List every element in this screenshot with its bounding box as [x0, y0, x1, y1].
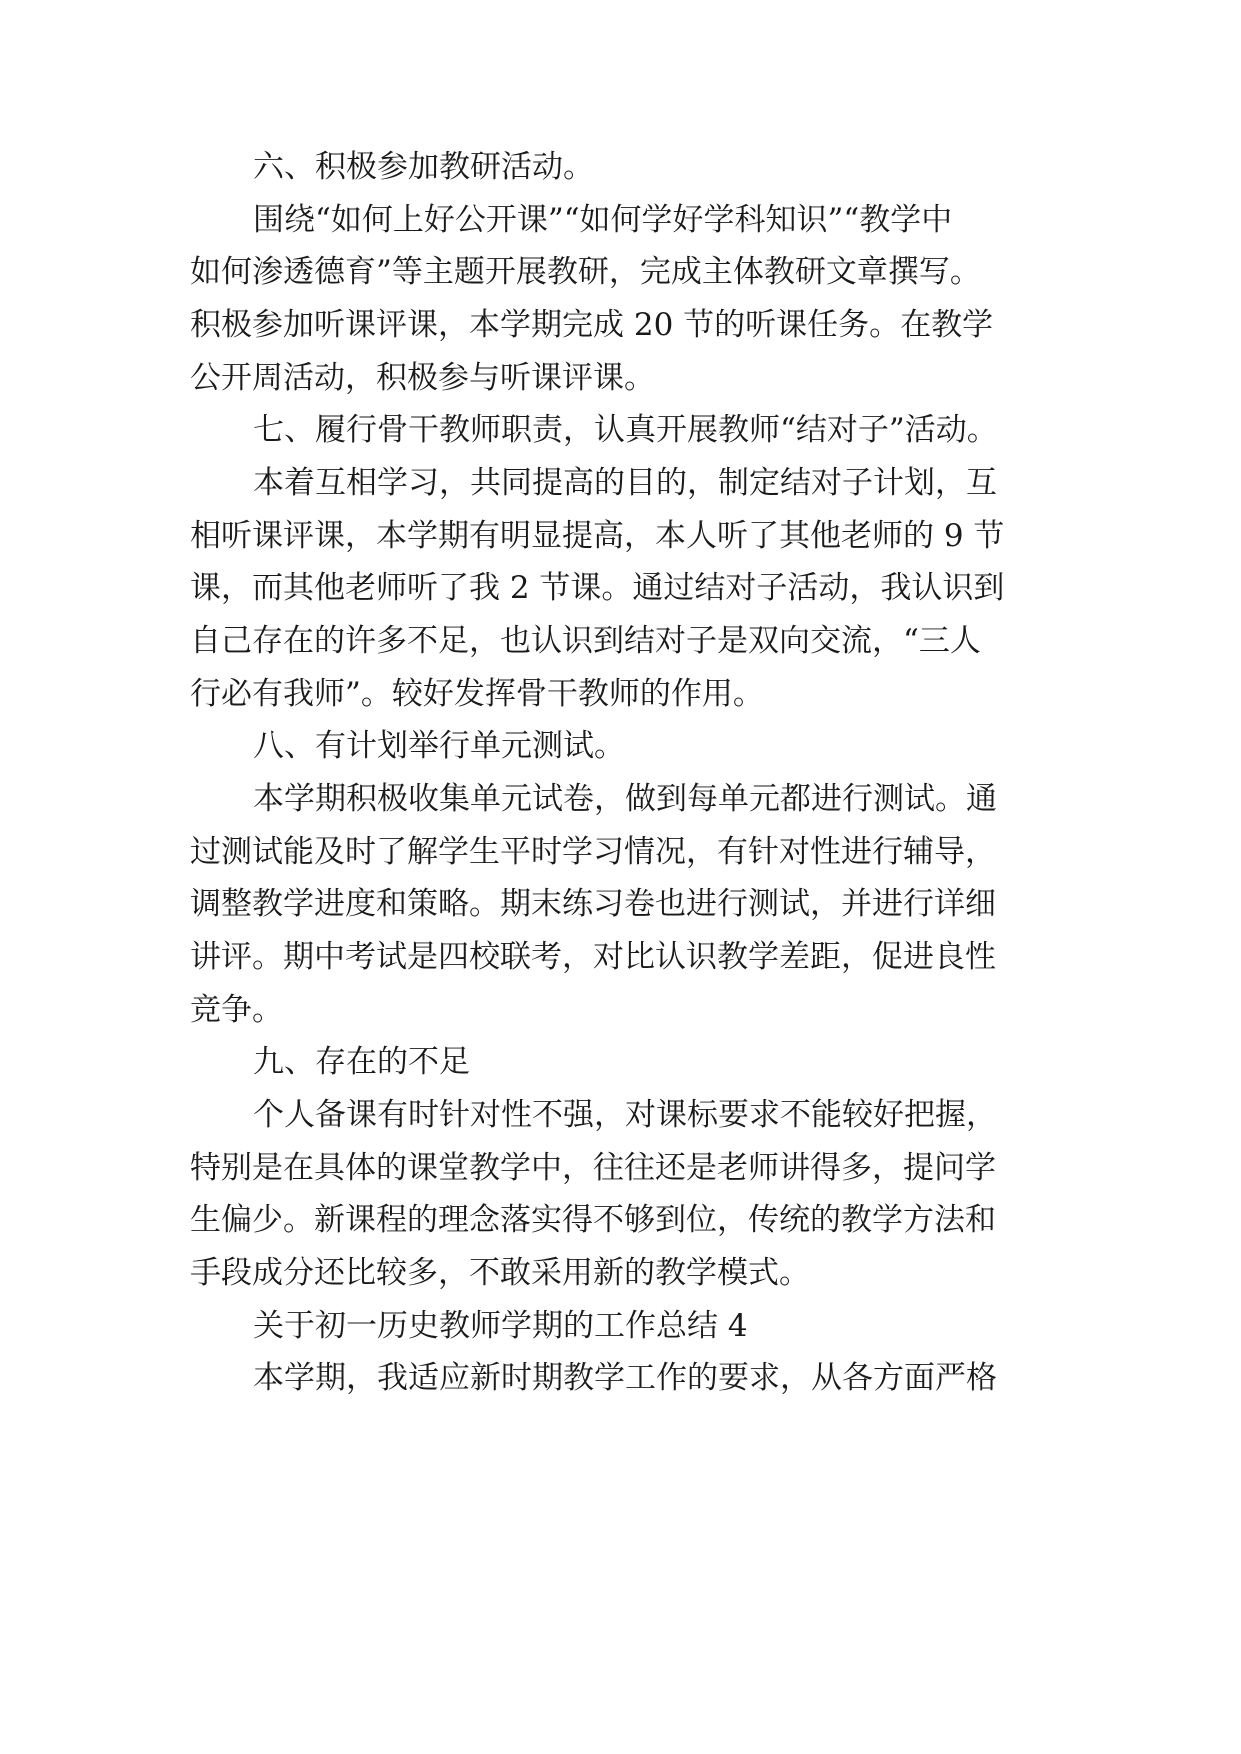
paragraph-line: 课，而其他老师听了我 2 节课。通过结对子活动，我认识到 — [190, 570, 1005, 606]
document-title-4: 关于初一历史教师学期的工作总结 4 — [253, 1308, 748, 1344]
paragraph-line: 相听课评课，本学期有明显提高，本人听了其他老师的 9 节 — [190, 518, 1005, 554]
paragraph-line: 本学期，我适应新时期教学工作的要求，从各方面严格 — [253, 1360, 997, 1396]
paragraph-line: 如何渗透德育”等主题开展教研，完成主体教研文章撰写。 — [190, 254, 981, 290]
paragraph-line: 调整教学进度和策略。期末练习卷也进行测试，并进行详细 — [190, 886, 996, 922]
paragraph-line: 竞争。 — [190, 992, 283, 1028]
paragraph-line: 过测试能及时了解学生平时学习情况，有针对性进行辅导， — [190, 834, 996, 870]
paragraph-line: 积极参加听课评课，本学期完成 20 节的听课任务。在教学 — [190, 307, 994, 343]
paragraph-line: 围绕“如何上好公开课”“如何学好学科知识”“教学中 — [253, 202, 953, 238]
paragraph-line: 手段成分还比较多，不敢采用新的教学模式。 — [190, 1255, 810, 1291]
paragraph-line: 自己存在的许多不足，也认识到结对子是双向交流，“三人 — [190, 623, 981, 659]
paragraph-line: 特别是在具体的课堂教学中，往往还是老师讲得多，提问学 — [190, 1150, 996, 1186]
paragraph-line: 公开周活动，积极参与听课评课。 — [190, 360, 655, 396]
paragraph-line: 本学期积极收集单元试卷，做到每单元都进行测试。通 — [253, 781, 997, 817]
heading-section-9: 九、存在的不足 — [253, 1044, 470, 1080]
paragraph-line: 生偏少。新课程的理念落实得不够到位，传统的教学方法和 — [190, 1202, 996, 1238]
heading-section-7: 七、履行骨干教师职责，认真开展教师“结对子”活动。 — [253, 412, 998, 448]
heading-section-6: 六、积极参加教研活动。 — [253, 149, 594, 185]
heading-section-8: 八、有计划举行单元测试。 — [253, 728, 625, 764]
paragraph-line: 讲评。期中考试是四校联考，对比认识教学差距，促进良性 — [190, 939, 996, 975]
paragraph-line: 个人备课有时针对性不强，对课标要求不能较好把握， — [253, 1097, 997, 1133]
paragraph-line: 行必有我师”。较好发挥骨干教师的作用。 — [190, 676, 764, 712]
paragraph-line: 本着互相学习，共同提高的目的，制定结对子计划，互 — [253, 465, 997, 501]
